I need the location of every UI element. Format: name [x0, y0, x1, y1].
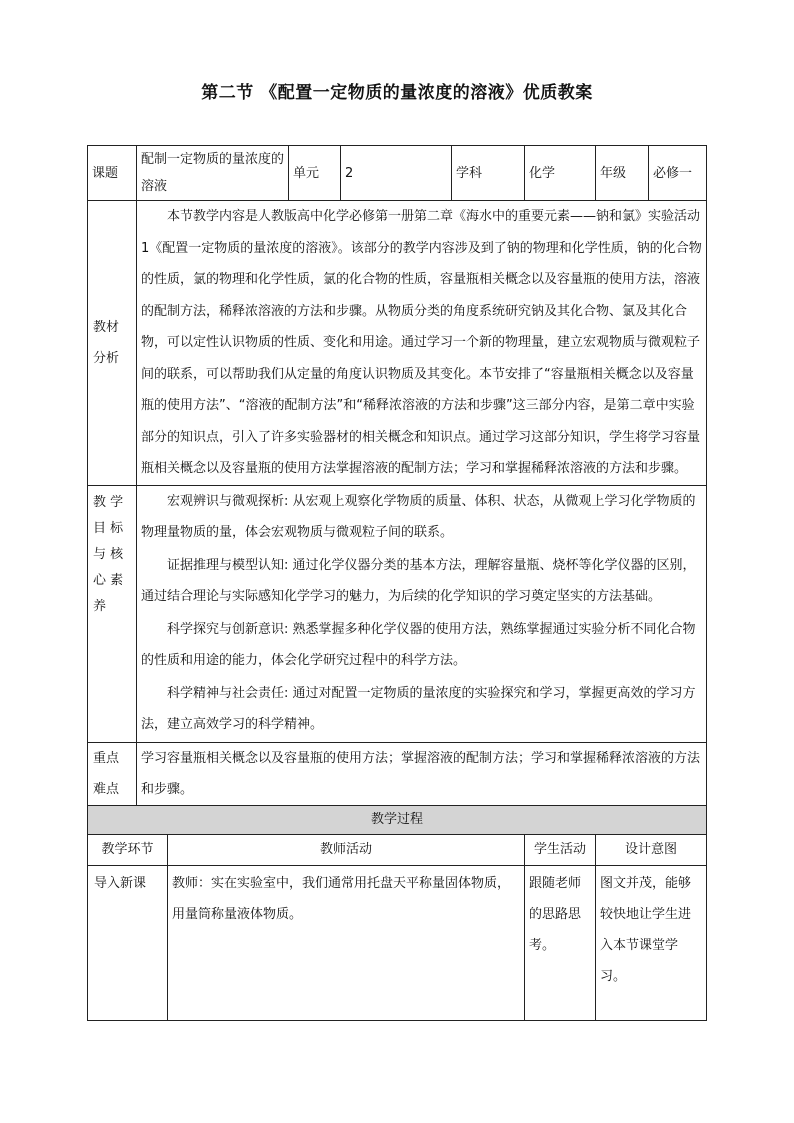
keypoints-text: 学习容量瓶相关概念以及容量瓶的使用方法；掌握溶液的配制方法；学习和掌握稀释浓溶液的方法和步骤。	[141, 750, 701, 797]
keypoints-cell	[137, 742, 707, 805]
goal-paragraph: 科学精神与社会责任: 通过对配置一定物质的量浓度的实验探究和学习，掌握更高效的学习方法，建立高效学习的科学精神。	[141, 685, 696, 732]
stage-cell: 导入新课	[88, 865, 168, 1020]
analysis-label	[88, 201, 137, 486]
col-teacher: 教师活动	[168, 834, 525, 865]
keypoints-label-line: 难点	[93, 781, 120, 797]
goals-label-line: 心 素	[93, 572, 124, 588]
goals-cell	[137, 485, 707, 742]
subject-label: 学科	[452, 146, 525, 201]
goals-label-line: 目 标	[93, 520, 124, 536]
process-banner-row	[88, 805, 707, 834]
analysis-label-line: 分析	[93, 350, 120, 366]
grade-label: 年级	[596, 146, 649, 201]
unit-value: 2	[341, 146, 452, 201]
goals-label-line: 教 学	[93, 494, 124, 510]
subject-value: 化学	[525, 146, 596, 201]
goals-row	[88, 485, 707, 742]
goals-label-line: 与 核	[93, 546, 124, 562]
lesson-plan-table	[87, 145, 707, 1021]
course-value: 配制一定物质的量浓度的溶液	[137, 146, 289, 201]
course-label: 课题	[88, 146, 137, 201]
document-title: 第二节 《配置一定物质的量浓度的溶液》优质教案	[201, 83, 593, 103]
analysis-cell	[137, 201, 707, 486]
col-student: 学生活动	[525, 834, 596, 865]
goals-label	[88, 485, 137, 742]
analysis-text: 本节教学内容是人教版高中化学必修第一册第二章《海水中的重要元素——钠和氯》实验活动1《配置一定物质的量浓度的溶液》。该部分的教学内容涉及到了钠的物理和化学性质，钠的化合物的性质，氯的物理和化学性质，氯的化合物的性质，容量瓶相关概念以及容量瓶的使用方法，溶液的配制方法，稀释浓溶液的方法和步骤。从物质分类的角度系统研究钠及其化合物、氯及其化合物，可以定性认识物质的性质、变化和用途。通过学习一个新的物理量，建立宏观物质与微观粒子间的联系，可以帮助我们从定量的角度认识物质及其变化。本节安排了“容量瓶相关概念以及容量瓶的使用方法”、“溶液的配制方法”和“稀释浓溶液的方法和步骤”这三部分内容，是第二章中实验部分的知识点，引入了许多实验器材的相关概念和知识点。通过学习这部分知识，学生将学习容量瓶相关概念以及容量瓶的使用方法掌握溶液的配制方法；学习和掌握稀释浓溶液的方法和步骤。	[141, 209, 702, 476]
analysis-row	[88, 201, 707, 486]
goal-paragraph: 科学探究与创新意识: 熟悉掌握多种化学仪器的使用方法，熟练掌握通过实验分析不同化合物的性质和用途的能力，体会化学研究过程中的科学方法。	[141, 621, 696, 668]
goals-label-line: 养	[93, 598, 107, 614]
process-banner: 教学过程	[88, 805, 707, 834]
student-activity: 跟随老师的思路思考。	[525, 865, 596, 1020]
col-stage: 教学环节	[88, 834, 168, 865]
keypoints-label	[88, 742, 137, 805]
process-header-row	[88, 834, 707, 865]
design-intent: 图文并茂，能够较快地让学生进入本节课堂学习。	[596, 865, 707, 1020]
unit-label: 单元	[289, 146, 341, 201]
process-row	[88, 865, 707, 1020]
goal-paragraph: 宏观辨识与微观探析: 从宏观上观察化学物质的质量、体积、状态，从微观上学习化学物质的物理量物质的量，体会宏观物质与微观粒子间的联系。	[141, 493, 696, 540]
keypoints-label-line: 重点	[93, 750, 120, 766]
keypoints-row	[88, 742, 707, 805]
teacher-activity: 教师：实在实验室中，我们通常用托盘天平称量固体物质，用量筒称量液体物质。	[168, 865, 525, 1020]
grade-value: 必修一	[649, 146, 707, 201]
goal-paragraph: 证据推理与模型认知: 通过化学仪器分类的基本方法，理解容量瓶、烧杯等化学仪器的区别，通过结合理论与实际感知化学学习的魅力，为后续的化学知识的学习奠定坚实的方法基础。	[141, 557, 696, 604]
col-design: 设计意图	[596, 834, 707, 865]
analysis-label-line: 教材	[93, 319, 120, 335]
header-row	[88, 146, 707, 201]
